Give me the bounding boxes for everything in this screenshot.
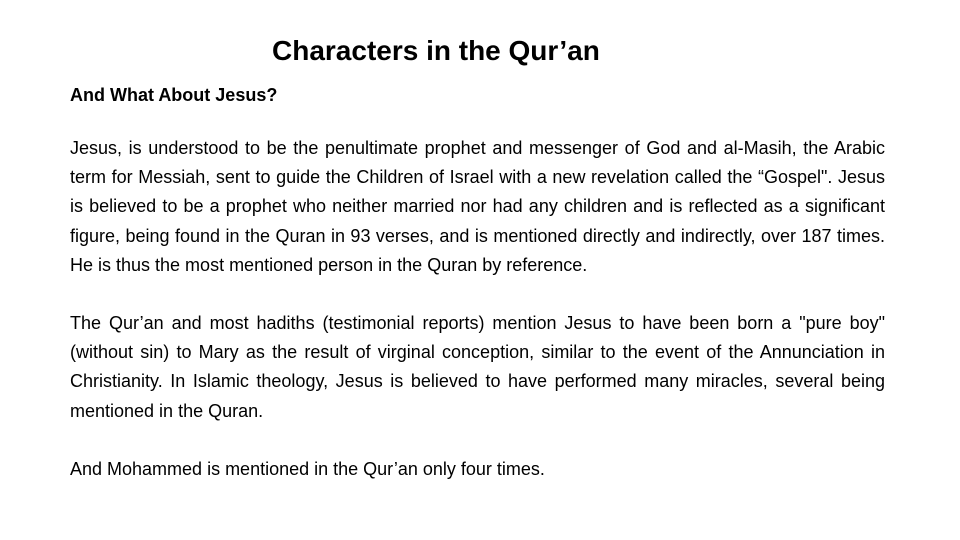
slide-title: Characters in the Qur’an (272, 35, 600, 66)
subheading: And What About Jesus? (70, 85, 278, 105)
slide-body (70, 82, 885, 484)
paragraph-virgin-birth: The Qur’an and most hadiths (testimonial reports) mention Jesus to have been born a "pure boy" (without sin) to Mary as the result of virginal conception, similar to the event of the Annunciation in Christianity. In Islamic theology, Jesus is believed to have performed many miracles, several being mentioned in the Quran. (70, 313, 885, 421)
paragraph-jesus-prophet: Jesus, is understood to be the penultimate prophet and messenger of God and al-Masih, the Arabic term for Messiah, sent to guide the Children of Israel with a new revelation called the “Gospel". Jesus is believed to be a prophet who neither married nor had any children and is reflected as a significant figure, being found in the Quran in 93 verses, and is mentioned directly and indirectly, over 187 times. He is thus the most mentioned person in the Quran by reference. (70, 138, 885, 275)
paragraph-mohammed: And Mohammed is mentioned in the Qur’an only four times. (70, 458, 545, 479)
